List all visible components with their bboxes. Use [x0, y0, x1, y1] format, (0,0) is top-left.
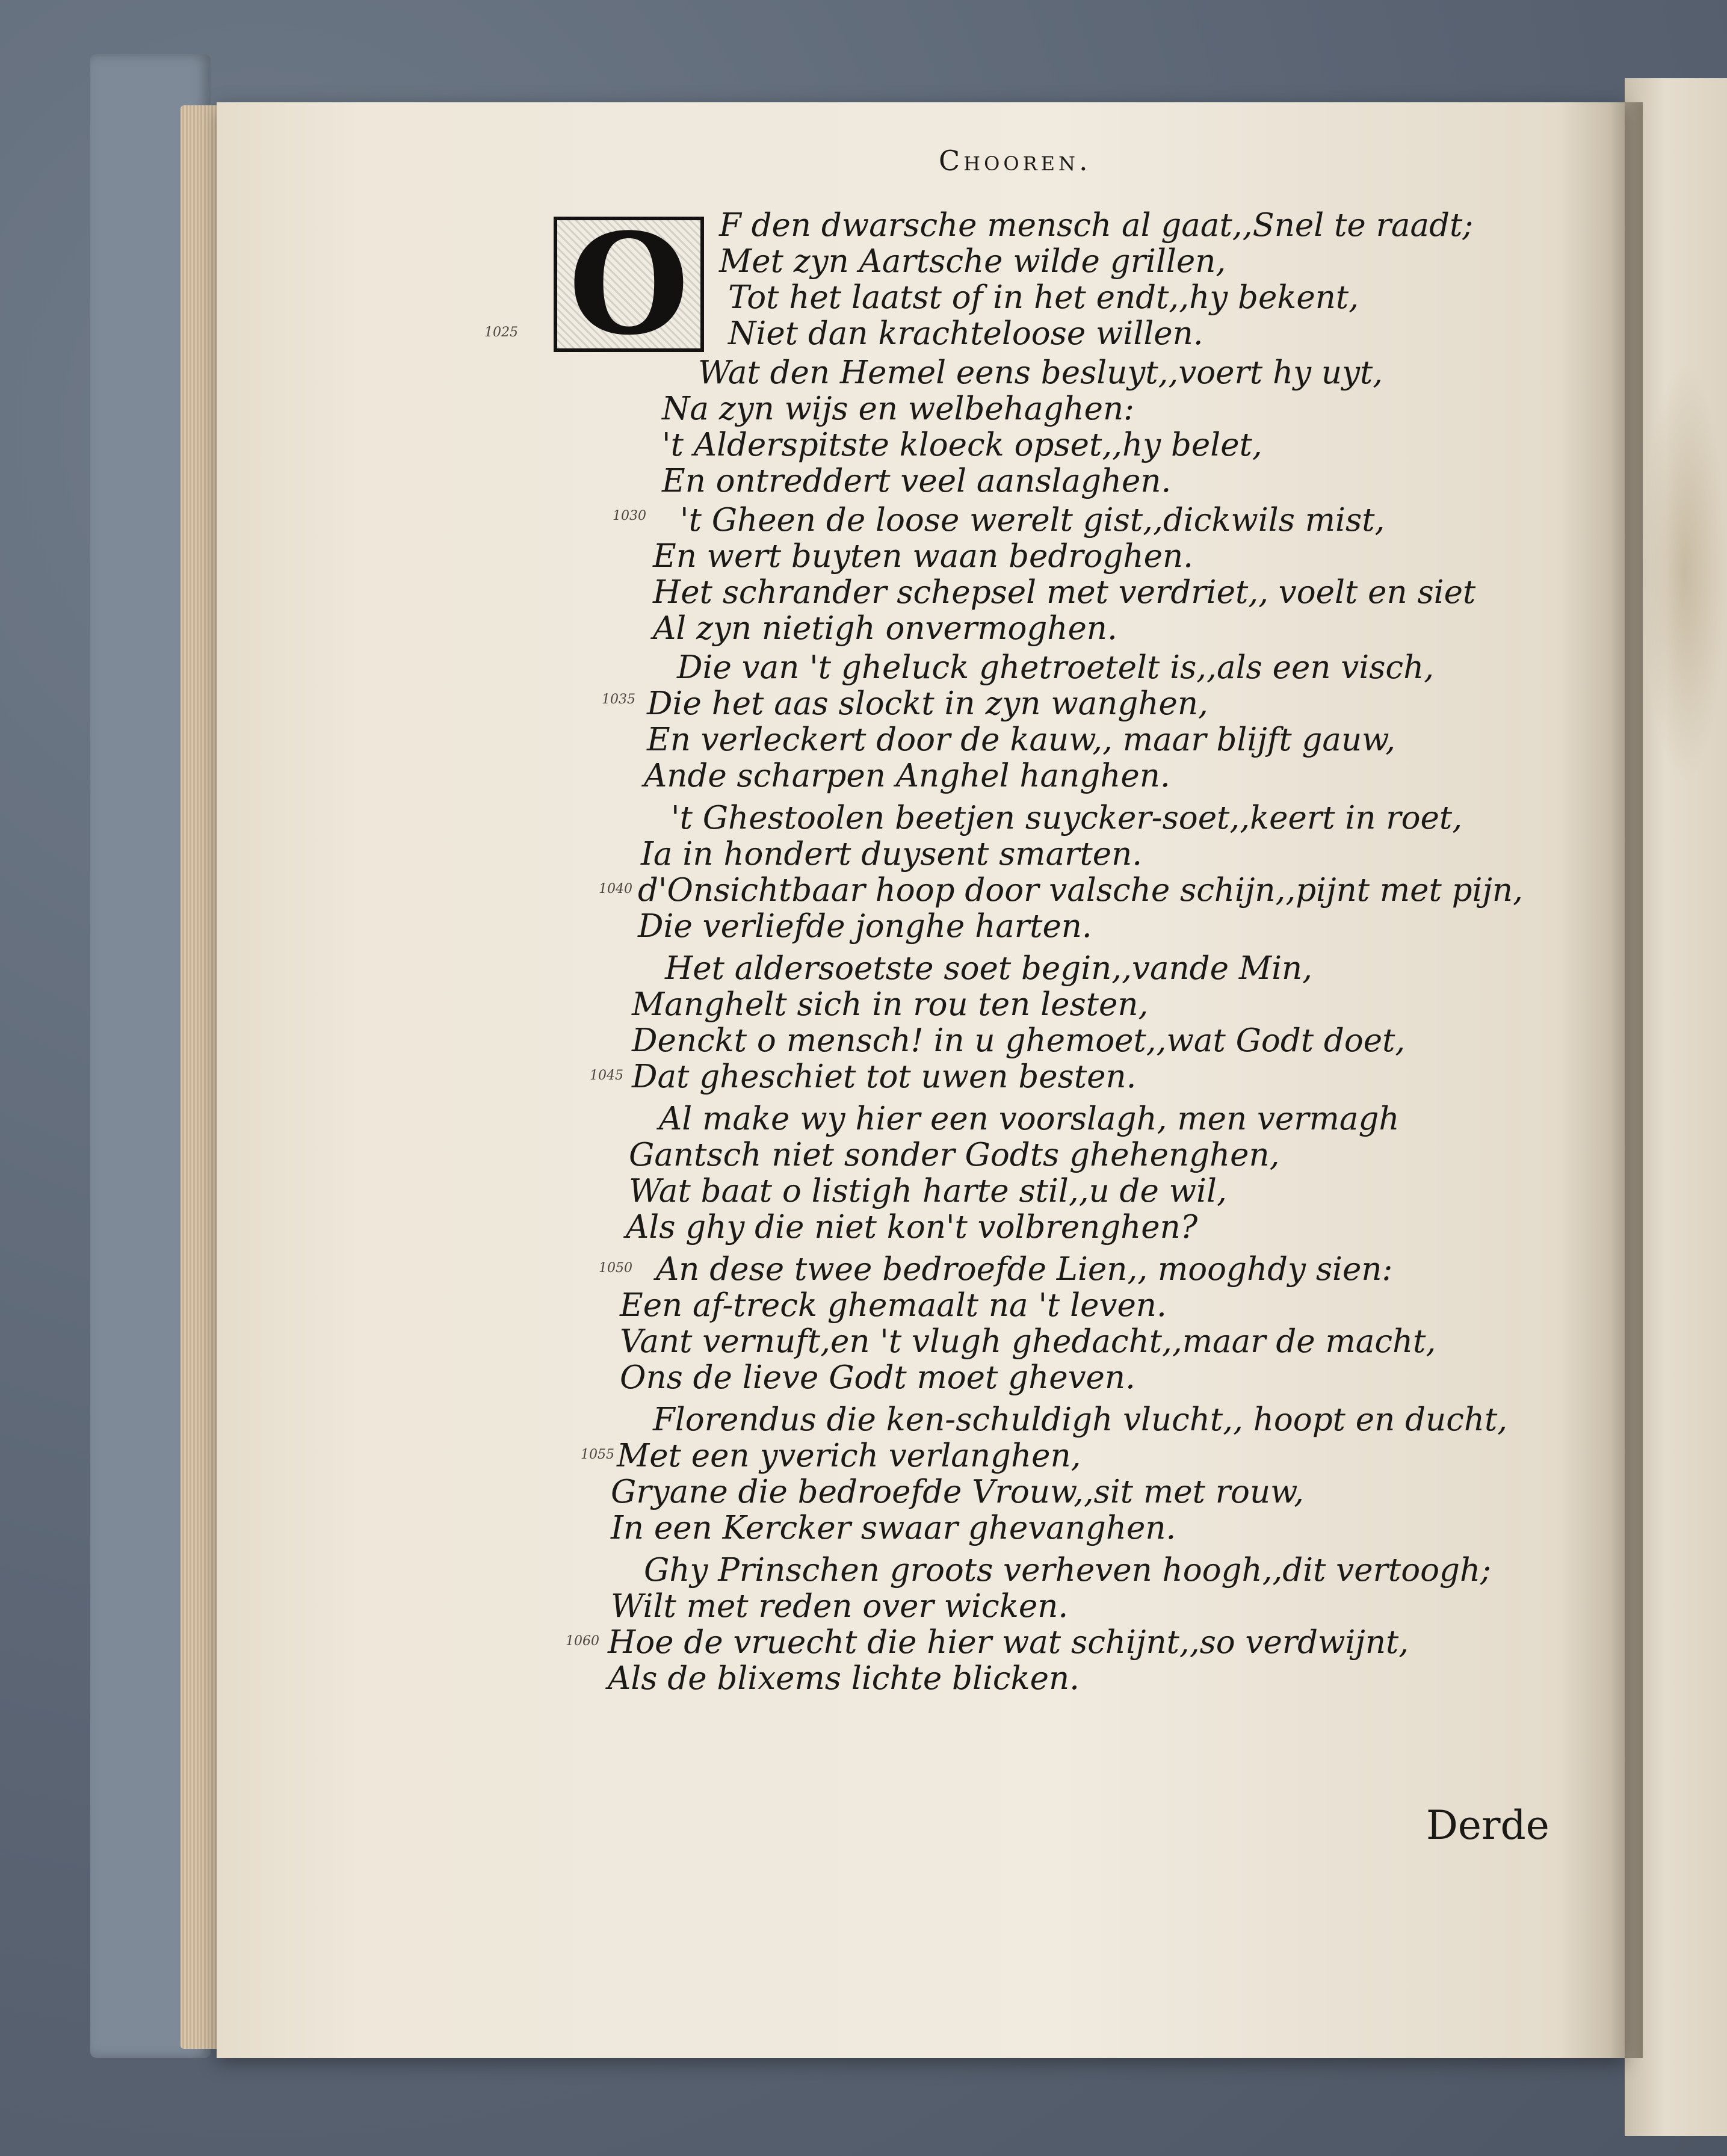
- poem-line: Wat baat o listigh harte stil,,u de wil,: [629, 1173, 1227, 1209]
- poem-line: Gryane die bedroefde Vrouw,,sit met rouw,: [611, 1474, 1305, 1510]
- poem-line: F den dwarsche mensch al gaat,,Snel te raadt;: [719, 207, 1474, 244]
- line-number: 1025: [484, 325, 518, 340]
- poem-line: Die van 't gheluck ghetroetelt is,,als een visch,: [677, 649, 1435, 686]
- poem-line: Met zyn Aartsche wilde grillen,: [719, 243, 1226, 280]
- poem-line: Al make wy hier een voorslagh, men vermagh: [659, 1101, 1400, 1137]
- poem-line: Het aldersoetste soet begin,,vande Min,: [665, 950, 1313, 987]
- poem-line: Na zyn wijs en welbehaghen:: [662, 391, 1134, 427]
- poem-line: En wert buyten waan bedroghen.: [653, 538, 1193, 575]
- line-number: 1035: [602, 692, 635, 707]
- poem-line: Tot het laatst of in het endt,,hy bekent,: [728, 279, 1359, 316]
- poem-line: Hoe de vruecht die hier wat schijnt,,so verdwijnt,: [608, 1624, 1409, 1661]
- poem-line: Als de blixems lichte blicken.: [608, 1660, 1080, 1697]
- running-head: Chooren.: [939, 144, 1092, 177]
- poem-line: Vant vernuft,en 't vlugh ghedacht,,maar de macht,: [620, 1323, 1436, 1360]
- poem-line: En ontreddert veel aanslaghen.: [662, 463, 1172, 499]
- poem-line: Als ghy die niet kon't volbrenghen?: [626, 1209, 1198, 1246]
- poem-line: Die verliefde jonghe harten.: [638, 908, 1092, 945]
- poem-line: Ande scharpen Anghel hanghen.: [644, 758, 1170, 794]
- poem-line: Al zyn nietigh onvermoghen.: [653, 610, 1117, 647]
- poem-line: Ghy Prinschen groots verheven hoogh,,dit vertoogh;: [644, 1552, 1491, 1589]
- poem-line: Niet dan krachteloose willen.: [728, 315, 1203, 352]
- poem-line: Denckt o mensch! in u ghemoet,,wat Godt doet,: [632, 1022, 1406, 1059]
- line-number: 1040: [599, 882, 632, 897]
- poem-line: In een Kercker swaar ghevanghen.: [611, 1510, 1176, 1546]
- poem-line: Dat gheschiet tot uwen besten.: [632, 1058, 1137, 1095]
- poem-line: 't Ghestoolen beetjen suycker-soet,,keert in roet,: [671, 800, 1463, 836]
- poem-line: d'Onsichtbaar hoop door valsche schijn,,pijnt met pijn,: [638, 872, 1523, 909]
- poem-line: Ons de lieve Godt moet gheven.: [620, 1359, 1135, 1396]
- catchword: Derde: [1426, 1802, 1549, 1849]
- line-number: 1050: [599, 1261, 632, 1276]
- poem-line: En verleckert door de kauw,, maar blijft gauw,: [647, 721, 1396, 758]
- initial-letter: O: [568, 203, 690, 366]
- poem-line: Wat den Hemel eens besluyt,,voert hy uyt,: [698, 354, 1383, 391]
- poem-line: Florendus die ken-schuldigh vlucht,, hoopt en ducht,: [653, 1401, 1508, 1438]
- poem-line: An dese twee bedroefde Lien,, mooghdy sien:: [656, 1251, 1393, 1288]
- line-number: 1060: [566, 1634, 599, 1649]
- poem-line: Wilt met reden over wicken.: [611, 1588, 1069, 1625]
- line-number: 1045: [590, 1068, 623, 1083]
- line-number: 1030: [613, 508, 646, 524]
- poem-line: Een af-treck ghemaalt na 't leven.: [620, 1287, 1167, 1324]
- poem-line: 't Gheen de loose werelt gist,,dickwils mist,: [680, 502, 1385, 539]
- poem-line: 't Alderspitste kloeck opset,,hy belet,: [662, 427, 1262, 463]
- poem-line: Gantsch niet sonder Godts ghehenghen,: [629, 1137, 1280, 1173]
- poem-line: Manghelt sich in rou ten lesten,: [632, 986, 1149, 1023]
- poem-line: Met een yverich verlanghen,: [617, 1438, 1081, 1474]
- line-number: 1055: [581, 1447, 614, 1462]
- poem-line: Die het aas slockt in zyn wanghen,: [647, 685, 1208, 722]
- poem-line: Het schrander schepsel met verdriet,, voelt en siet: [653, 574, 1476, 611]
- poem-line: Ia in hondert duysent smarten.: [641, 836, 1143, 873]
